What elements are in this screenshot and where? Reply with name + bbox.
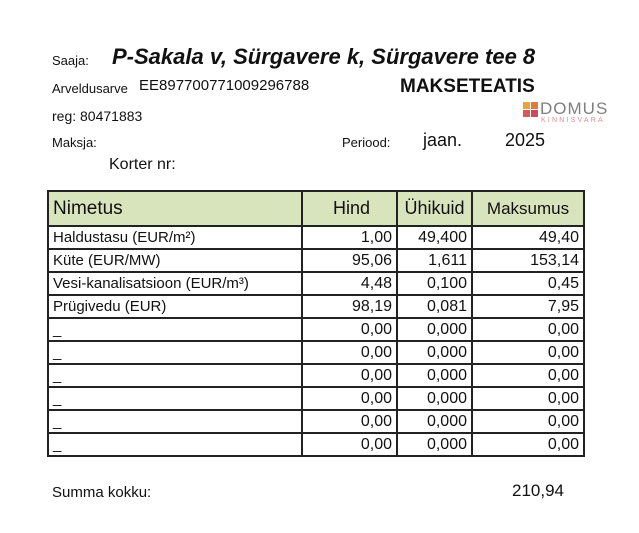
- row-price: 0,00: [302, 364, 397, 387]
- row-units: 0,000: [397, 318, 472, 341]
- row-name: Prügivedu (EUR): [48, 295, 302, 318]
- row-price: 0,00: [302, 341, 397, 364]
- row-units: 0,000: [397, 410, 472, 433]
- row-units: 0,000: [397, 341, 472, 364]
- row-price: 0,00: [302, 387, 397, 410]
- row-total: 7,95: [472, 295, 584, 318]
- table-row: [48, 410, 584, 433]
- saaja-label: Saaja:: [52, 53, 89, 68]
- period-month: jaan.: [423, 130, 463, 150]
- row-units: 1,611: [397, 249, 472, 272]
- row-price: 0,00: [302, 433, 397, 456]
- column-header-nimetus: Nimetus: [48, 191, 302, 226]
- table-row: [48, 341, 584, 364]
- row-price: 0,00: [302, 318, 397, 341]
- row-total: 0,00: [472, 387, 584, 410]
- row-name: Haldustasu (EUR/m²): [48, 226, 302, 249]
- table-row: [48, 226, 584, 249]
- row-name: Küte (EUR/MW): [48, 249, 302, 272]
- table-row: [48, 364, 584, 387]
- row-name: _: [48, 318, 302, 341]
- period-year: 2025: [505, 130, 546, 150]
- table-row: [48, 272, 584, 295]
- logo-word: DOMUS: [540, 99, 609, 118]
- row-price: 0,00: [302, 410, 397, 433]
- table-row: [48, 249, 584, 272]
- row-total: 153,14: [472, 249, 584, 272]
- row-units: 49,400: [397, 226, 472, 249]
- row-total: 0,00: [472, 433, 584, 456]
- row-units: 0,000: [397, 364, 472, 387]
- column-header-uhikuid: Ühikuid: [397, 191, 472, 226]
- table-row: [48, 318, 584, 341]
- logo-mark-icon: [523, 102, 538, 117]
- row-total: 0,00: [472, 410, 584, 433]
- payment-table: [47, 190, 585, 457]
- summa-total: 210,94: [512, 481, 564, 500]
- row-name: _: [48, 433, 302, 456]
- periood-label: Periood:: [342, 135, 391, 150]
- column-header-hind: Hind: [302, 191, 397, 226]
- korter-label: Korter nr:: [109, 156, 176, 173]
- row-price: 4,48: [302, 272, 397, 295]
- row-units: 0,000: [397, 387, 472, 410]
- row-price: 98,19: [302, 295, 397, 318]
- summa-label: Summa kokku:: [52, 484, 152, 501]
- arveldusarve-value: EE897700771009296788: [139, 77, 310, 94]
- row-units: 0,000: [397, 433, 472, 456]
- row-total: 49,40: [472, 226, 584, 249]
- row-total: 0,00: [472, 364, 584, 387]
- document-title: MAKSETEATIS: [400, 76, 535, 97]
- logo-subtitle: KINNISVARA: [541, 117, 605, 124]
- row-total: 0,00: [472, 318, 584, 341]
- arveldusarve-label: Arveldusarve: [52, 81, 128, 96]
- row-name: _: [48, 387, 302, 410]
- column-header-maksumus: Maksumus: [472, 191, 584, 226]
- table-row: [48, 387, 584, 410]
- maksja-label: Maksja:: [52, 135, 97, 150]
- row-name: Vesi-kanalisatsioon (EUR/m³): [48, 272, 302, 295]
- table-row: [48, 295, 584, 318]
- row-units: 0,081: [397, 295, 472, 318]
- row-name: _: [48, 364, 302, 387]
- row-total: 0,45: [472, 272, 584, 295]
- domus-logo: [523, 100, 623, 130]
- table-row: [48, 433, 584, 456]
- row-name: _: [48, 410, 302, 433]
- table-header-row: [48, 191, 584, 226]
- row-name: _: [48, 341, 302, 364]
- row-total: 0,00: [472, 341, 584, 364]
- saaja-value: P-Sakala v, Sürgavere k, Sürgavere tee 8: [112, 44, 536, 69]
- reg-number: reg: 80471883: [52, 108, 143, 124]
- row-units: 0,100: [397, 272, 472, 295]
- row-price: 1,00: [302, 226, 397, 249]
- row-price: 95,06: [302, 249, 397, 272]
